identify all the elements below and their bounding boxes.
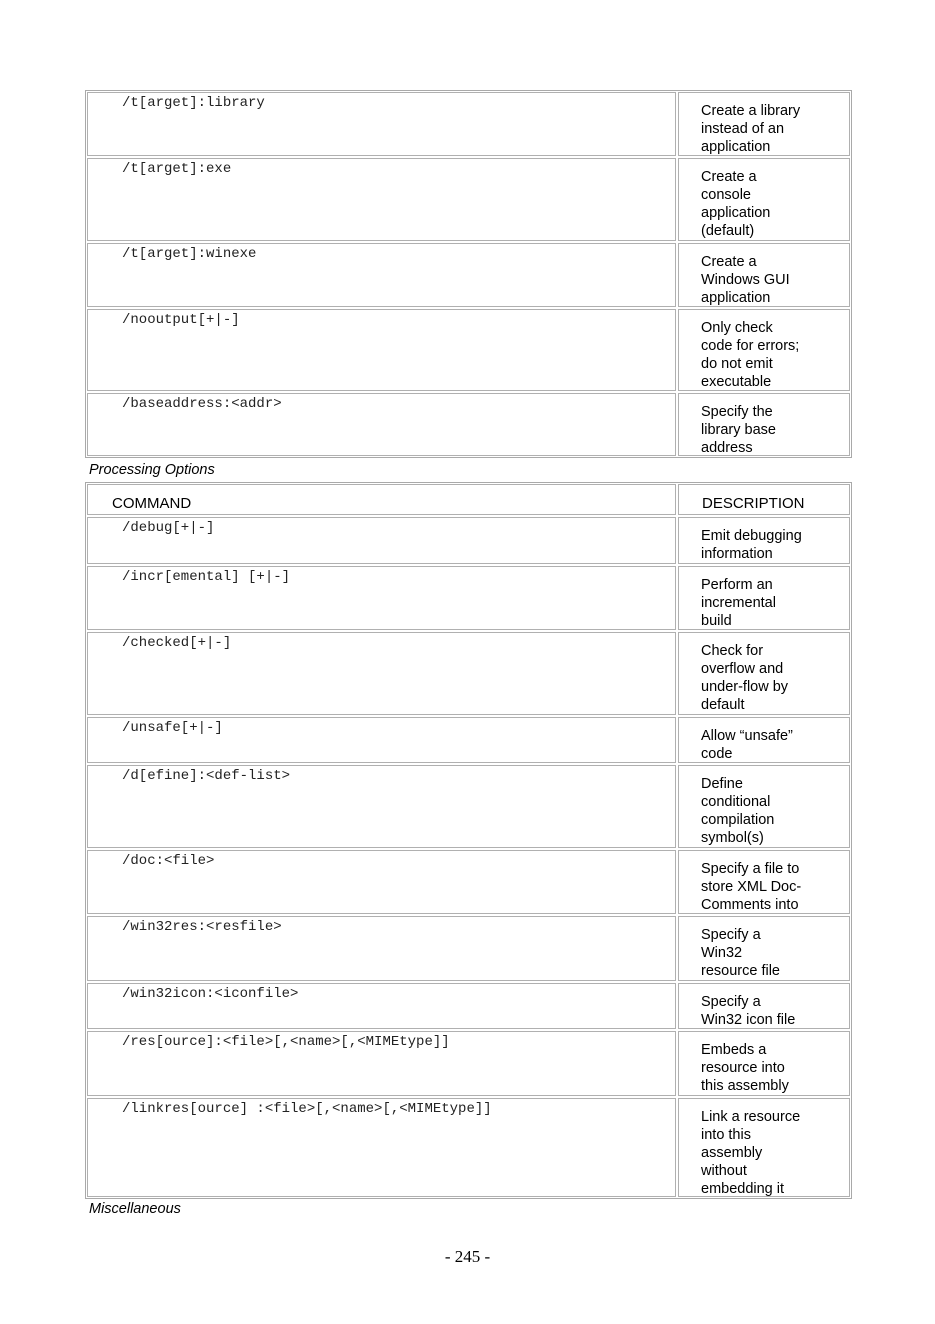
description-line: code — [701, 746, 733, 762]
table-row — [86, 565, 851, 631]
table-row — [86, 516, 851, 565]
command-cell: /unsafe[+|-] — [87, 717, 676, 763]
description-line: Create a library — [701, 103, 801, 119]
table-row — [86, 308, 851, 392]
table-row — [86, 1030, 851, 1097]
description-line: application — [701, 290, 771, 306]
description-line: embedding it — [701, 1181, 785, 1197]
table-row — [86, 915, 851, 982]
command-cell: /doc:<file> — [87, 850, 676, 914]
description-cell — [678, 983, 850, 1029]
table-row — [86, 1097, 851, 1198]
table-row — [86, 631, 851, 716]
command-cell: /t[arget]:winexe — [87, 243, 676, 307]
description-line: (default) — [701, 223, 755, 239]
table-row — [86, 91, 851, 157]
command-cell: /win32icon:<iconfile> — [87, 983, 676, 1029]
description-line: Define — [701, 776, 743, 792]
table-row — [86, 982, 851, 1030]
description-line: Emit debugging — [701, 528, 802, 544]
description-line: application — [701, 139, 771, 155]
command-cell: /win32res:<resfile> — [87, 916, 676, 981]
command-cell: /checked[+|-] — [87, 632, 676, 715]
description-line: default — [701, 697, 745, 713]
command-cell: /t[arget]:exe — [87, 158, 676, 241]
description-line: resource file — [701, 963, 780, 979]
description-line: Specify the — [701, 404, 773, 420]
description-line: Specify a file to — [701, 861, 800, 877]
description-cell — [678, 850, 850, 914]
description-cell — [678, 717, 850, 763]
description-line: Check for — [701, 643, 764, 659]
description-cell — [678, 1098, 850, 1197]
command-cell: /d[efine]:<def-list> — [87, 765, 676, 848]
column-header-description: DESCRIPTION — [678, 484, 850, 515]
description-line: overflow and — [701, 661, 784, 677]
description-line: under-flow by — [701, 679, 789, 695]
description-line: symbol(s) — [701, 830, 764, 846]
description-line: Specify a — [701, 994, 761, 1010]
description-line: Create a — [701, 254, 757, 270]
description-line: Only check — [701, 320, 773, 336]
description-line: this assembly — [701, 1078, 789, 1094]
description-line: store XML Doc- — [701, 879, 802, 895]
command-cell: /debug[+|-] — [87, 517, 676, 564]
command-cell: /baseaddress:<addr> — [87, 393, 676, 456]
table-row — [86, 849, 851, 915]
command-cell: /res[ource]:<file>[,<name>[,<MIMEtype]] — [87, 1031, 676, 1096]
description-line: assembly — [701, 1145, 763, 1161]
description-line: application — [701, 205, 771, 221]
description-line: Embeds a — [701, 1042, 767, 1058]
table-caption: Miscellaneous — [89, 1201, 181, 1217]
description-line: Comments into — [701, 897, 799, 913]
command-cell: /incr[emental] [+|-] — [87, 566, 676, 630]
command-cell: /t[arget]:library — [87, 92, 676, 156]
description-cell — [678, 393, 850, 456]
page-number: - 245 - — [444, 1247, 491, 1266]
description-line: executable — [701, 374, 772, 390]
description-line: instead of an — [701, 121, 785, 137]
description-line: compilation — [701, 812, 775, 828]
description-line: address — [701, 440, 753, 456]
table-row — [86, 764, 851, 849]
description-cell — [678, 1031, 850, 1096]
table-caption: Processing Options — [89, 462, 215, 478]
description-cell — [678, 517, 850, 564]
description-cell — [678, 158, 850, 241]
description-line: conditional — [701, 794, 771, 810]
description-line: do not emit — [701, 356, 773, 372]
command-cell: /nooutput[+|-] — [87, 309, 676, 391]
description-line: resource into — [701, 1060, 785, 1076]
options-table-1 — [85, 90, 852, 458]
table-row — [86, 392, 851, 457]
options-table-2 — [85, 482, 852, 1199]
description-line: build — [701, 613, 732, 629]
description-line: into this — [701, 1127, 751, 1143]
table-header-row — [86, 483, 851, 516]
description-line: Perform an — [701, 577, 773, 593]
description-line: Create a — [701, 169, 757, 185]
table-row — [86, 716, 851, 764]
description-line: Windows GUI — [701, 272, 790, 288]
description-line: information — [701, 546, 773, 562]
column-header-command: COMMAND — [87, 484, 676, 515]
description-line: incremental — [701, 595, 776, 611]
description-line: Win32 icon file — [701, 1012, 796, 1028]
description-cell — [678, 632, 850, 715]
description-line: Specify a — [701, 927, 761, 943]
description-cell — [678, 92, 850, 156]
description-cell — [678, 566, 850, 630]
command-cell: /linkres[ource] :<file>[,<name>[,<MIMEtype]] — [87, 1098, 676, 1197]
description-cell — [678, 916, 850, 981]
description-line: library base — [701, 422, 776, 438]
description-cell — [678, 243, 850, 307]
description-line: Win32 — [701, 945, 743, 961]
description-line: code for errors; — [701, 338, 800, 354]
description-line: Link a resource — [701, 1109, 801, 1125]
description-line: console — [701, 187, 751, 203]
description-line: Allow “unsafe” — [701, 728, 793, 744]
table-row — [86, 242, 851, 308]
description-line: without — [701, 1163, 747, 1179]
table-row — [86, 157, 851, 242]
description-cell — [678, 309, 850, 391]
description-cell — [678, 765, 850, 848]
